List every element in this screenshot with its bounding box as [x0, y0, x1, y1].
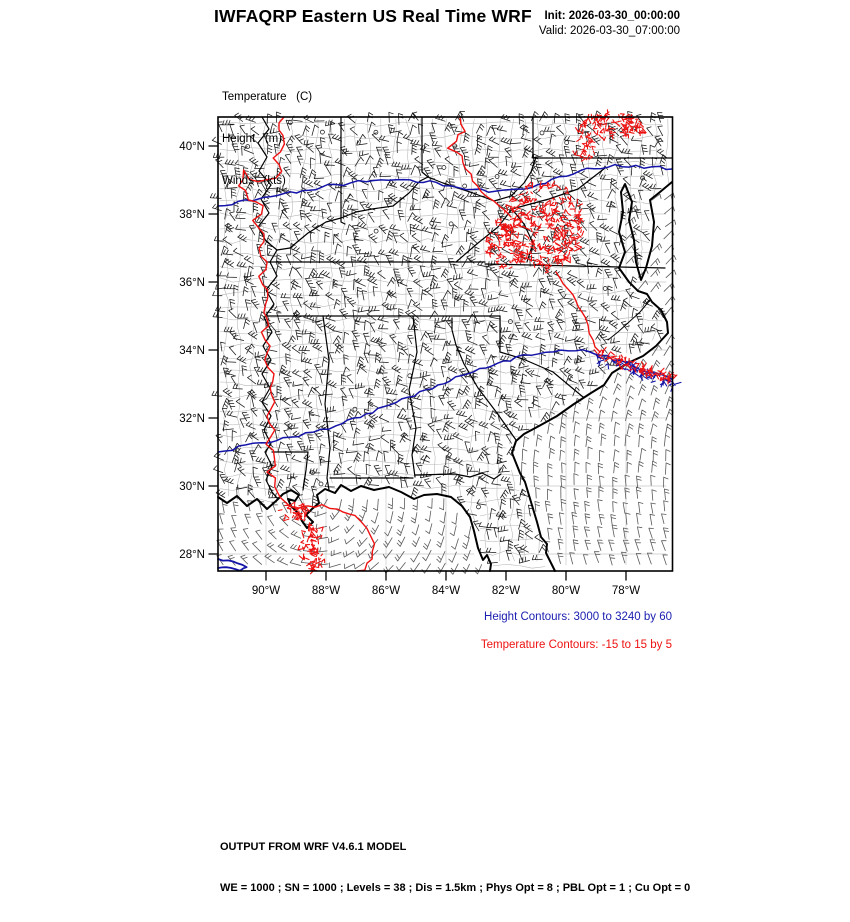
lon-tick-label: 86°W [371, 585, 401, 597]
lon-tick-label: 82°W [491, 585, 521, 597]
lon-tick-label: 80°W [551, 585, 581, 597]
lon-tick-label: 78°W [611, 585, 641, 597]
lat-tick-label: 34°N [179, 345, 205, 357]
footer-namelist-line: WE = 1000 ; SN = 1000 ; Levels = 38 ; Dis = 1.5km ; Phys Opt = 8 ; PBL Opt = 1 ; Cu Opt = 0 [220, 881, 691, 894]
model-info-footer [220, 814, 690, 922]
lon-tick-label: 88°W [311, 585, 341, 597]
lat-tick-label: 28°N [179, 549, 205, 561]
height-contour-caption: Height Contours: 3000 to 3240 by 60 [484, 611, 672, 623]
lat-tick-label: 40°N [179, 141, 205, 153]
footer-model-line: OUTPUT FROM WRF V4.6.1 MODEL [220, 841, 407, 853]
init-time-label: Init: 2026-03-30_00:00:00 [544, 10, 680, 22]
temperature-contour-caption: Temperature Contours: -15 to 15 by 5 [480, 639, 672, 651]
valid-time-label: Valid: 2026-03-30_07:00:00 [538, 25, 680, 37]
page-title: IWFAQRP Eastern US Real Time WRF [214, 6, 532, 26]
lat-tick-label: 30°N [179, 481, 205, 493]
variable-legend [222, 62, 312, 216]
lon-tick-label: 90°W [251, 585, 281, 597]
wind-barb-field-ocean [217, 193, 676, 574]
legend-winds: Winds (kts) [222, 175, 286, 187]
lon-tick-label: 84°W [431, 585, 461, 597]
contour-captions [481, 603, 672, 659]
legend-height: Height (m) [222, 133, 283, 145]
lat-tick-label: 32°N [179, 413, 205, 425]
legend-temperature: Temperature (C) [222, 91, 313, 103]
lat-tick-label: 36°N [179, 277, 205, 289]
lat-tick-label: 38°N [179, 209, 205, 221]
